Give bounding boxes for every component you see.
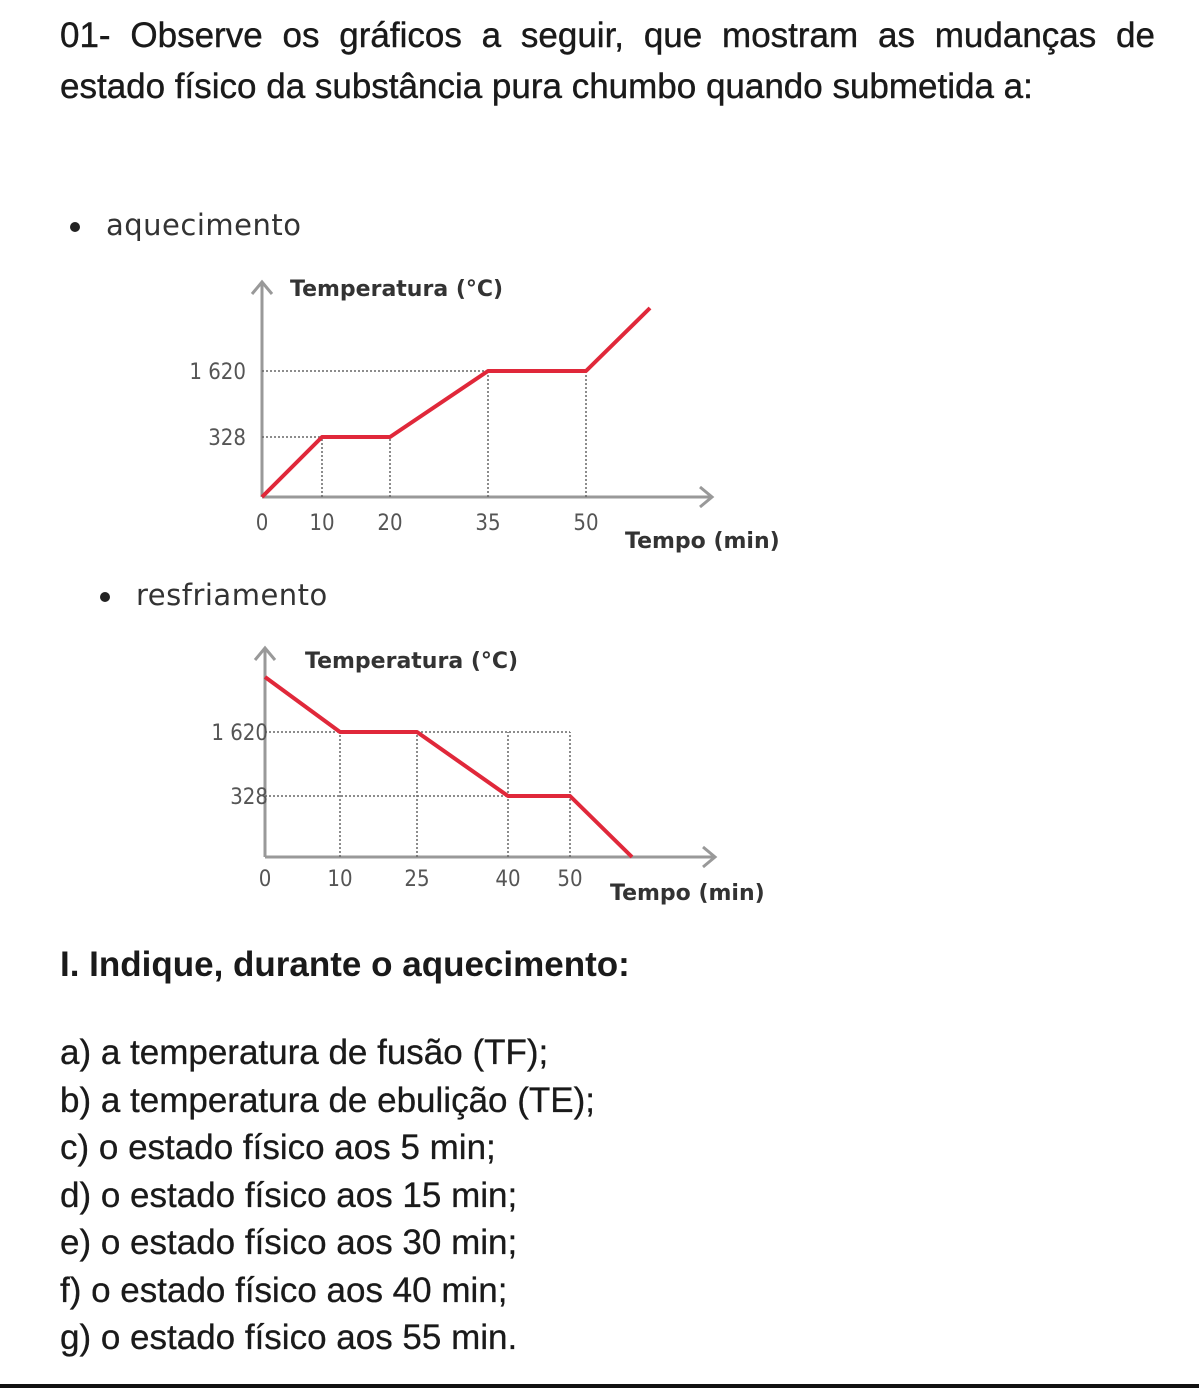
x-tick-label: 50	[557, 867, 583, 892]
y-tick-label: 328	[230, 785, 268, 810]
data-series-line	[262, 308, 650, 497]
y-tick-label: 1 620	[189, 360, 246, 385]
x-tick-label: 50	[573, 511, 599, 536]
x-tick-label: 20	[377, 511, 403, 536]
question-item: g) o estado físico aos 55 min.	[60, 1318, 518, 1357]
x-tick-label: 25	[404, 867, 430, 892]
question-item: e) o estado físico aos 30 min;	[60, 1223, 518, 1262]
y-axis-label: Temperatura (°C)	[305, 649, 519, 674]
x-tick-label: 10	[327, 867, 353, 892]
x-tick-label: 0	[255, 511, 269, 536]
x-tick-label: 35	[475, 511, 501, 536]
question-item: b) a temperatura de ebulição (TE);	[60, 1080, 595, 1120]
question-item: f) o estado físico aos 40 min;	[60, 1270, 508, 1310]
bullet-label: aquecimento	[106, 208, 302, 242]
question-intro: 01- Observe os gráficos a seguir, que mostram as mudanças de estado físico da substância pura chumbo quando submetida a:	[60, 16, 1155, 106]
question-item: a) a temperatura de fusão (TF);	[60, 1033, 549, 1072]
y-tick-label: 328	[208, 426, 246, 451]
x-tick-label: 0	[258, 867, 272, 892]
question-item: c) o estado físico aos 5 min;	[60, 1128, 496, 1167]
data-series-line	[265, 677, 632, 857]
x-axis-label: Tempo (min)	[625, 529, 780, 554]
x-tick-label: 10	[309, 511, 335, 536]
y-tick-label: 1 620	[211, 721, 268, 746]
bullet-label: resfriamento	[136, 578, 328, 612]
x-tick-label: 40	[495, 867, 521, 892]
question-item: d) o estado físico aos 15 min;	[60, 1175, 518, 1215]
y-axis-label: Temperatura (°C)	[290, 277, 504, 302]
x-axis-label: Tempo (min)	[610, 881, 765, 906]
divider	[0, 1384, 1199, 1388]
section-heading: I. Indique, durante o aquecimento:	[60, 945, 630, 984]
